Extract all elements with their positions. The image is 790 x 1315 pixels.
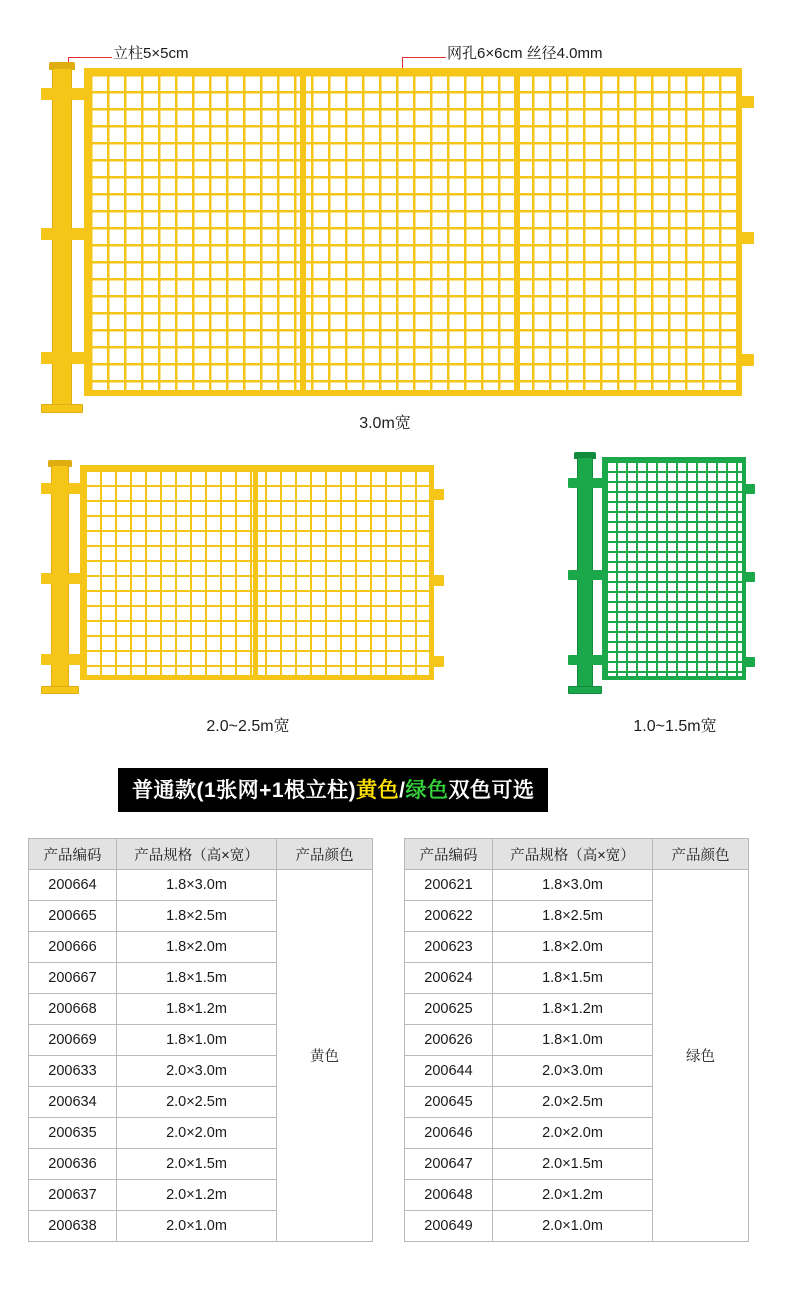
post-column bbox=[577, 457, 593, 690]
post-bracket bbox=[41, 573, 52, 584]
banner-suffix: 双色可选 bbox=[448, 779, 535, 802]
cell-spec: 2.0×1.0m bbox=[117, 1211, 277, 1242]
post-bracket bbox=[41, 483, 52, 494]
cell-code: 200625 bbox=[405, 994, 493, 1025]
cell-spec: 1.8×2.0m bbox=[493, 932, 653, 963]
cell-color: 黄色 bbox=[277, 870, 373, 1242]
cell-code: 200668 bbox=[29, 994, 117, 1025]
cell-code: 200621 bbox=[405, 870, 493, 901]
mesh-frame-medium bbox=[80, 465, 434, 680]
cell-spec: 1.8×1.5m bbox=[117, 963, 277, 994]
post-base-plate bbox=[41, 404, 83, 413]
cell-code: 200647 bbox=[405, 1149, 493, 1180]
post-bracket bbox=[68, 654, 80, 665]
cell-spec: 2.0×1.5m bbox=[117, 1149, 277, 1180]
cell-code: 200624 bbox=[405, 963, 493, 994]
banner-separator: / bbox=[399, 779, 406, 802]
cell-code: 200646 bbox=[405, 1118, 493, 1149]
cell-spec: 1.8×2.5m bbox=[117, 901, 277, 932]
mesh-frame-small bbox=[602, 457, 746, 680]
cell-code: 200623 bbox=[405, 932, 493, 963]
post-callout-label: 立柱5×5cm bbox=[113, 45, 189, 62]
cell-spec: 1.8×1.0m bbox=[117, 1025, 277, 1056]
banner-prefix: 普通款(1张网+1根立柱) bbox=[132, 779, 357, 802]
cell-spec: 2.0×3.0m bbox=[493, 1056, 653, 1087]
post-bracket bbox=[71, 228, 85, 240]
cell-code: 200645 bbox=[405, 1087, 493, 1118]
header-code: 产品编码 bbox=[29, 839, 117, 870]
post-base-plate bbox=[568, 686, 602, 694]
cell-spec: 1.8×1.2m bbox=[117, 994, 277, 1025]
post-bracket bbox=[71, 88, 85, 100]
cell-spec: 2.0×2.0m bbox=[493, 1118, 653, 1149]
header-spec: 产品规格（高×宽） bbox=[117, 839, 277, 870]
table-green bbox=[404, 838, 749, 1242]
table-header-row bbox=[29, 839, 373, 870]
cell-spec: 1.8×3.0m bbox=[493, 870, 653, 901]
table-row bbox=[405, 870, 749, 901]
post-bracket bbox=[41, 88, 53, 100]
post-column bbox=[51, 465, 69, 690]
cell-spec: 1.8×2.5m bbox=[493, 901, 653, 932]
post-bracket bbox=[68, 573, 80, 584]
banner-yellow-label: 黄色 bbox=[356, 779, 400, 802]
cell-code: 200636 bbox=[29, 1149, 117, 1180]
cell-spec: 1.8×1.0m bbox=[493, 1025, 653, 1056]
cell-code: 200666 bbox=[29, 932, 117, 963]
cell-code: 200622 bbox=[405, 901, 493, 932]
panel-bracket-right bbox=[740, 232, 754, 244]
mesh-divider bbox=[300, 74, 306, 390]
cell-spec: 1.8×2.0m bbox=[117, 932, 277, 963]
caption-medium: 2.0~2.5m宽 bbox=[206, 718, 290, 735]
cell-code: 200633 bbox=[29, 1056, 117, 1087]
banner-green-label: 绿色 bbox=[405, 779, 449, 802]
panel-bracket-right bbox=[740, 354, 754, 366]
cell-spec: 2.0×2.5m bbox=[493, 1087, 653, 1118]
cell-spec: 2.0×1.0m bbox=[493, 1211, 653, 1242]
mesh-divider bbox=[514, 74, 520, 390]
cell-spec: 2.0×2.0m bbox=[117, 1118, 277, 1149]
table-header-row bbox=[405, 839, 749, 870]
cell-code: 200664 bbox=[29, 870, 117, 901]
header-code: 产品编码 bbox=[405, 839, 493, 870]
post-bracket bbox=[568, 570, 578, 580]
mesh-divider bbox=[253, 470, 258, 675]
mesh-callout-line bbox=[402, 57, 446, 58]
promo-banner bbox=[118, 768, 548, 812]
mesh-frame-large bbox=[84, 68, 742, 396]
caption-small: 1.0~1.5m宽 bbox=[633, 718, 717, 735]
cell-code: 200648 bbox=[405, 1180, 493, 1211]
cell-color: 绿色 bbox=[653, 870, 749, 1242]
cell-spec: 2.0×2.5m bbox=[117, 1087, 277, 1118]
post-bracket bbox=[41, 228, 53, 240]
cell-code: 200637 bbox=[29, 1180, 117, 1211]
cell-code: 200635 bbox=[29, 1118, 117, 1149]
cell-code: 200634 bbox=[29, 1087, 117, 1118]
post-bracket bbox=[41, 352, 53, 364]
post-base-plate bbox=[41, 686, 79, 694]
header-spec: 产品规格（高×宽） bbox=[493, 839, 653, 870]
cell-code: 200669 bbox=[29, 1025, 117, 1056]
cell-code: 200626 bbox=[405, 1025, 493, 1056]
cell-code: 200667 bbox=[29, 963, 117, 994]
post-bracket bbox=[68, 483, 80, 494]
cell-spec: 2.0×1.5m bbox=[493, 1149, 653, 1180]
cell-spec: 1.8×3.0m bbox=[117, 870, 277, 901]
header-color: 产品颜色 bbox=[277, 839, 373, 870]
post-column bbox=[52, 68, 72, 408]
post-bracket bbox=[568, 655, 578, 665]
cell-code: 200638 bbox=[29, 1211, 117, 1242]
table-yellow bbox=[28, 838, 373, 1242]
cell-spec: 2.0×3.0m bbox=[117, 1056, 277, 1087]
post-bracket bbox=[41, 654, 52, 665]
cell-spec: 2.0×1.2m bbox=[117, 1180, 277, 1211]
post-bracket bbox=[568, 478, 578, 488]
post-bracket bbox=[71, 352, 85, 364]
cell-spec: 2.0×1.2m bbox=[493, 1180, 653, 1211]
cell-code: 200644 bbox=[405, 1056, 493, 1087]
caption-large: 3.0m宽 bbox=[359, 415, 411, 432]
wire-mesh bbox=[606, 461, 742, 676]
cell-spec: 1.8×1.5m bbox=[493, 963, 653, 994]
post-callout-line bbox=[68, 57, 112, 58]
panel-bracket-right bbox=[740, 96, 754, 108]
header-color: 产品颜色 bbox=[653, 839, 749, 870]
mesh-callout-label: 网孔6×6cm 丝径4.0mm bbox=[447, 45, 603, 62]
cell-code: 200665 bbox=[29, 901, 117, 932]
cell-spec: 1.8×1.2m bbox=[493, 994, 653, 1025]
wire-mesh bbox=[90, 74, 736, 390]
cell-code: 200649 bbox=[405, 1211, 493, 1242]
table-row bbox=[29, 870, 373, 901]
